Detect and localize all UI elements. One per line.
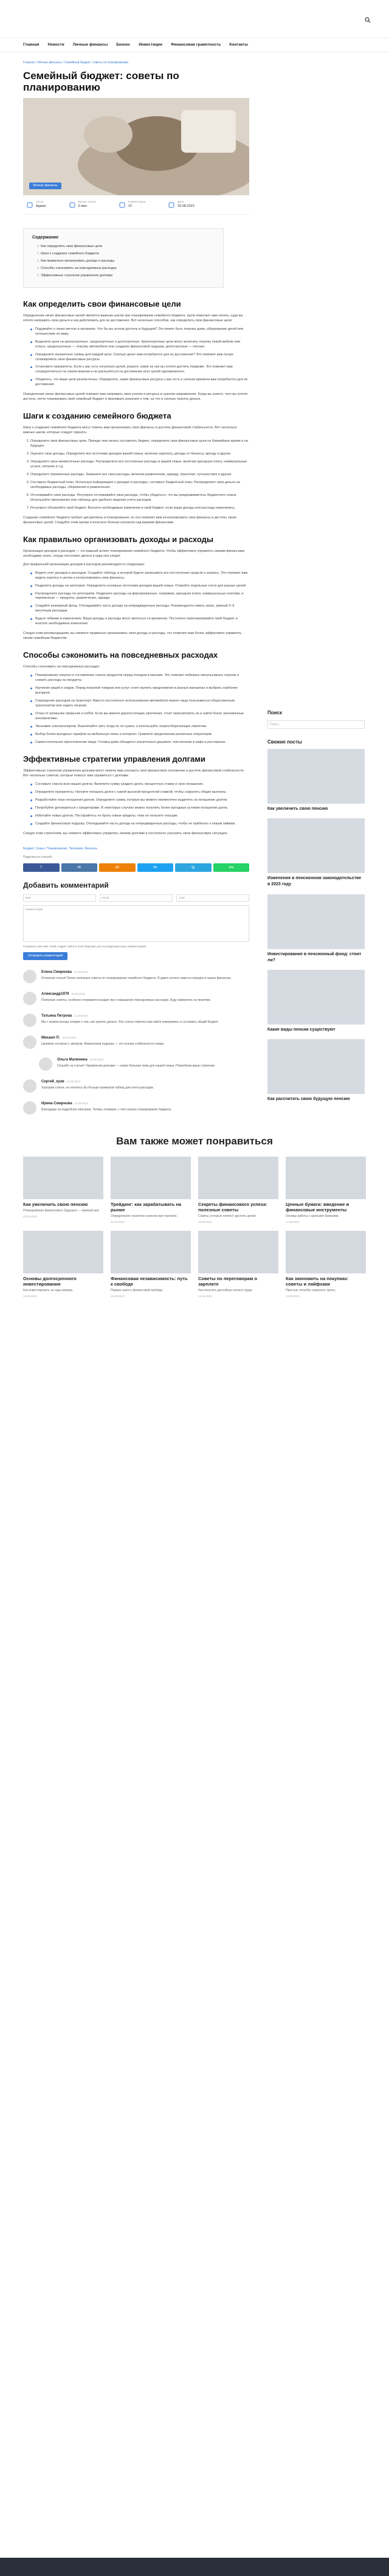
share-button[interactable]: ok: [99, 863, 136, 872]
comment-body: [41, 1014, 249, 1027]
nav-item[interactable]: Контакты: [229, 43, 249, 47]
meta-label: Время чтения: [78, 200, 96, 204]
bullet-list: [30, 571, 249, 627]
share-button[interactable]: tg: [175, 863, 212, 872]
related-thumbnail[interactable]: [198, 1231, 278, 1273]
comment-date: 20.08.2023: [71, 992, 86, 996]
nav-item[interactable]: Личные финансы: [72, 43, 108, 47]
related-card[interactable]: [23, 1157, 103, 1225]
related-excerpt: Советы, которые помогут достичь целей.: [198, 1214, 256, 1218]
table-of-contents: [23, 228, 224, 288]
related-thumbnail[interactable]: [111, 1231, 191, 1273]
related-card[interactable]: [286, 1157, 366, 1225]
related-card[interactable]: [198, 1231, 278, 1299]
comment-text: Целиком согласен с автором. Финансовая подушка — это основа стабильности семьи.: [41, 1042, 165, 1046]
paragraph: Для правильной организации доходов и расходов рекомендуется следующее:: [23, 562, 145, 566]
meta-label: Комментарии: [128, 200, 146, 204]
related-excerpt: Основы работы с ценными бумагами.: [286, 1214, 339, 1218]
clock-icon: [69, 202, 75, 208]
list-item: 4. Определите переменные расходы. Запишите все свои расходы, включая развлечения, одежду, транспорт, путешествия и другие.: [30, 473, 249, 478]
paragraph: Эффективные стратегии управления долгами могут помочь вам улучшить свое финансовое положение и достичь финансовой стабильности. Вот несколько советов, которые помогут вам справиться с долгами:: [23, 768, 245, 778]
comment-body: [57, 1057, 249, 1071]
comment-body: [41, 1036, 249, 1049]
comment-form-title: Добавить комментарий: [23, 880, 109, 889]
calendar-icon: [168, 202, 174, 208]
related-thumbnail[interactable]: [23, 1157, 103, 1199]
comment-author: [41, 1036, 249, 1041]
section-heading: Эффективные стратегии управления долгами: [23, 754, 205, 764]
meta-text: [36, 200, 46, 209]
list-item: Изучение акций и скидок. Перед покупкой товаров или услуг стоит изучить предложения в разных магазинах и выбрать наиболее выгодное.: [30, 686, 249, 696]
list-item: Ведите учет доходов и расходов. Создайте таблицу, в которой будете записывать все поступления средств и затраты. Это поможет вам видеть картину в целом и контролировать свои финансы.: [30, 571, 249, 581]
meta-text: [78, 200, 96, 209]
meta-text: [177, 200, 194, 209]
related-posts: [0, 1134, 389, 1298]
comment-icon: [119, 202, 125, 208]
list-item: Создайте резервный фонд. Откладывайте часть дохода на непредвиденные расходы. Рекомендуется иметь запас, равный 3–6 месячным расходам.: [30, 604, 249, 614]
header: [0, 0, 389, 38]
comment-body: [41, 992, 249, 1005]
comment-date: 21.08.2023: [62, 1036, 77, 1040]
comment: [23, 1079, 249, 1093]
comment-text: Хорошая статья, но хотелось бы больше примеров таблиц для учета расходов.: [41, 1085, 154, 1090]
related-card[interactable]: [111, 1157, 191, 1225]
section-heading: Способы сэкономить на повседневных расходах: [23, 650, 218, 660]
avatar: [23, 1014, 36, 1027]
paragraph: Способы сэкономить на повседневных расходах:: [23, 665, 100, 669]
comment-text: Мы с мужем всегда спорим о том, как тратить деньги. Эта статья помогла нам найти компромисс и составить общий бюджет.: [41, 1020, 219, 1024]
paragraph: Создание семейного бюджета требует дисциплины и планирования, но оно поможет вам контролировать свои финансы и достичь своих финансовых целей. Следуйте этим шагам и получите больше контроля над вашими финансами.: [23, 515, 237, 524]
list-item: Отказ от излишних привычек и хобби. Если вы имеете дорогостоящие увлечения, стоит пересмотреть их и найти более экономичные альтернативы.: [30, 712, 249, 722]
share-button[interactable]: f: [23, 863, 60, 872]
list-item: 6. Отслеживайте свои расходы. Регулярно отслеживайте свои расходы, чтобы убедиться, что вы придерживаетесь бюджетного плана. Используйте приложения или таблицы для удобного ведения учета расходов.: [30, 493, 249, 503]
toc-item[interactable]: 1. Как определить свои финансовые цели: [37, 245, 215, 249]
list-item: Подумайте о своих мечтах и желаниях. Что бы вы хотели достичь в будущем? Это может быть покупка дома, образование детей или путешествие по миру.: [30, 327, 249, 337]
comment: [23, 992, 249, 1005]
sidebar-post[interactable]: [267, 1039, 365, 1102]
avatar: [39, 1057, 52, 1071]
related-thumbnail[interactable]: [286, 1157, 366, 1199]
related-date: 20.08.2023: [23, 1215, 37, 1219]
comment: [23, 1014, 249, 1027]
related-thumbnail[interactable]: [23, 1231, 103, 1273]
related-title: Вам также может понравиться: [116, 1135, 273, 1147]
email-field[interactable]: Email: [100, 894, 173, 902]
comment-text: Спасибо за статью! Управление долгами — самая больная тема для нашей семьи. Попробуем ваши стратегии.: [57, 1063, 216, 1068]
toc-item[interactable]: 1. Эффективные стратегии управления долгами: [37, 274, 215, 279]
related-title[interactable]: Ценные бумаги: введение в финансовые инструменты: [286, 1201, 349, 1213]
breadcrumb[interactable]: Главная / Личные финансы / Семейный бюджет: советы по планированию: [23, 61, 129, 64]
comment: [39, 1057, 249, 1071]
post-title[interactable]: Инвестирование в пенсионный фонд: стоит ли?: [267, 952, 362, 963]
comment: [23, 1101, 249, 1115]
comment: [23, 970, 249, 983]
hero-image: [23, 98, 249, 195]
sidebar-search-input[interactable]: Поиск...: [267, 720, 365, 729]
share-buttons: [23, 863, 249, 872]
toc-item[interactable]: 1. Как правильно организовать доходы и расходы: [37, 259, 215, 264]
comment-date: 21.08.2023: [74, 1014, 88, 1018]
related-date: 16.08.2023: [23, 1294, 37, 1298]
list-item: Распределите расходы по категориям. Разделите расходы на фиксированные, например, арендная плата, коммунальные платежи, и переменные — продукты, развлечения, одежда.: [30, 592, 249, 602]
post-thumbnail[interactable]: [267, 818, 365, 873]
author-name: Михаил П.: [41, 1036, 60, 1040]
post-thumbnail[interactable]: [267, 970, 365, 1025]
list-item: Составьте список всех ваших долгов. Включите сумму каждого долга, процентную ставку и срок погашения.: [30, 782, 249, 787]
article: [23, 52, 249, 1123]
main-nav: [0, 38, 389, 52]
comment-author: [41, 1101, 249, 1107]
post-title[interactable]: Какие виды пенсии существуют: [267, 1027, 336, 1032]
bullet-list: [30, 674, 249, 745]
list-item: 5. Составьте бюджетный план. Используя информацию о доходах и расходах, составьте бюджетный план. Распределите свои деньги на необходимые расходы, сбережения и развлечения.: [30, 481, 249, 490]
related-thumbnail[interactable]: [198, 1157, 278, 1199]
related-card[interactable]: [198, 1157, 278, 1225]
list-item: 2. Оцените свои доходы. Определите все источники доходов вашей семьи, включая зарплату, доходы от бизнеса, аренду и другие.: [30, 452, 249, 457]
bullet-list: [30, 327, 249, 388]
toc-item[interactable]: 1. Шаги к созданию семейного бюджета: [37, 252, 215, 257]
page-title: Семейный бюджет: советы по планированию: [23, 70, 179, 94]
meta-value: 20.08.2023: [177, 204, 194, 208]
post-title[interactable]: Как рассчитать свою будущую пенсию: [267, 1097, 350, 1102]
related-title[interactable]: Как экономить на покупках: советы и лайфхаки: [286, 1275, 349, 1287]
related-title[interactable]: Как увеличить свою пенсию: [23, 1201, 88, 1207]
share-button[interactable]: vk: [61, 863, 98, 872]
section-heading: Как правильно организовать доходы и расходы: [23, 534, 213, 544]
meta-value: 10: [128, 204, 132, 208]
nav-item[interactable]: Инвестиции: [139, 43, 163, 47]
meta-value: 6 мин: [78, 204, 88, 208]
sidebar-post[interactable]: [267, 749, 365, 812]
list-item: 1. Определите свои финансовые цели. Прежде чем начать составлять бюджет, определите свои финансовые цели на ближайшее время и на будущее.: [30, 439, 249, 449]
related-date: 13.08.2023: [286, 1294, 300, 1298]
post-thumbnail[interactable]: [267, 749, 365, 804]
share-button[interactable]: tw: [137, 863, 174, 872]
comment: [23, 1036, 249, 1049]
save-checkbox[interactable]: Сохранить моё имя, email и адрес сайта в этом браузере для последующих моих комментариев.: [23, 945, 147, 949]
related-date: 17.08.2023: [286, 1220, 300, 1224]
comment-text: Отличная статья! Очень полезные советы по планированию семейного бюджета. Я давно хотела навести порядок в наших финансах.: [41, 976, 232, 980]
sidebar-search-title: Поиск: [267, 710, 283, 715]
numbered-list: [30, 439, 249, 511]
paragraph: Определение своих финансовых целей является важным шагом при планировании семейного бюджета. Цели помогают вам понять, куда вы хотите направить свои деньги и как действовать для их достижения. Вот несколько способов, как определить свои финансовые цели:: [23, 313, 243, 322]
meta-item: [69, 200, 96, 209]
author-name: Ольга Малинина: [57, 1058, 88, 1062]
comment-textarea[interactable]: Комментарий: [23, 905, 249, 942]
paragraph: Организация доходов и расходов — это важный аспект планирования семейного бюджета. Чтобы эффективно управлять своими финансами, необходимо знать, откуда поступают деньги и куда они уходят.: [23, 549, 246, 558]
related-thumbnail[interactable]: [111, 1157, 191, 1199]
search-icon[interactable]: [365, 17, 371, 23]
related-excerpt: Планирование финансового будущего — важный шаг.: [23, 1208, 100, 1213]
avatar: [23, 1036, 36, 1049]
list-item: Определите приоритеты. Начните погашать долги с самой высокой процентной ставкой, чтобы сократить общие выплаты.: [30, 790, 249, 795]
meta-label: Автор: [36, 200, 44, 204]
comment-date: 22.08.2023: [89, 1058, 104, 1062]
list-item: Выделите цели на краткосрочные, среднесрочные и долгосрочные. Краткосрочные цели могут включать покупку новой мебели или отпуск, среднесрочные — покупку автомобиля или создание финансовой подушки, долгосрочные — пенсию.: [30, 340, 249, 350]
list-item: Создайте финансовую подушку. Откладывайте часть дохода на непредвиденные расходы, чтобы не прибегать к новым займам.: [30, 822, 249, 827]
related-thumbnail[interactable]: [286, 1231, 366, 1273]
nav-item[interactable]: Главная: [23, 43, 40, 47]
paragraph: Следуя этим рекомендациям, вы сможете правильно организовать свои доходы и расходы, что позволит вам более эффективно управлять своим семейным бюджетом.: [23, 632, 242, 641]
author-name: Ирина Смирнова: [41, 1102, 72, 1106]
comment-date: 22.08.2023: [66, 1080, 81, 1084]
site-field[interactable]: Сайт: [176, 894, 249, 902]
meta-value: Админ: [36, 204, 46, 208]
avatar: [23, 1101, 36, 1115]
post-thumbnail[interactable]: [267, 1039, 365, 1094]
comment-author: [57, 1057, 249, 1063]
paragraph: Определение своих финансовых целей поможет вам направить свои усилия и ресурсы в нужном направлении. Когда вы знаете, чего вы хотите достичь, легче планировать свой семейный бюджет и принимать решения о том, на что и сколько тратить деньги.: [23, 392, 248, 402]
comment-body: [41, 1101, 249, 1115]
bullet-list: [30, 782, 249, 827]
comment-author: [41, 1079, 249, 1085]
list-item: Выбор более выгодных тарифов на мобильную связь и интернет. Сравните предложения различных операторов.: [30, 733, 249, 737]
list-item: 3. Определите свои ежемесячные расходы. Распределите все постоянные расходы в вашей семье, включая арендную плату, коммунальные услуги, питание и т.д.: [30, 460, 249, 470]
list-item: Избегайте новых долгов. Постарайтесь не брать новые кредиты, пока не погасите текущие.: [30, 814, 249, 819]
post-title[interactable]: Как увеличить свою пенсию: [267, 807, 328, 812]
nav-item[interactable]: Финансовая грамотность: [171, 43, 221, 47]
related-excerpt: Как инвестировать на годы вперед.: [23, 1288, 74, 1292]
related-excerpt: Как получить достойную оплату труда.: [198, 1288, 253, 1292]
list-item: Разработайте план погашения долгов. Определите сумму, которую вы можете ежемесячно выделять на погашение долгов.: [30, 798, 249, 803]
avatar: [23, 970, 36, 983]
author-icon: [27, 202, 33, 208]
author-name: Татьяна Петрова: [41, 1014, 72, 1018]
related-excerpt: Простые способы сократить траты.: [286, 1288, 336, 1292]
author-name: Сергей_кузм: [41, 1080, 64, 1084]
footer: [0, 2558, 389, 2576]
related-title[interactable]: Финансовая независимость: путь к свободе: [111, 1275, 188, 1287]
fresh-posts-title: Свежие посты: [267, 739, 303, 745]
sidebar: [267, 52, 365, 1123]
comment-author: [41, 970, 249, 975]
related-card[interactable]: [111, 1231, 191, 1299]
avatar: [23, 1079, 36, 1093]
list-item: Сокращение расходов на транспорт. Вместо постоянного использования автомобиля можно чаще пользоваться общественным транспортом или ходить пешком.: [30, 699, 249, 709]
avatar: [23, 992, 36, 1005]
related-date: 15.08.2023: [111, 1294, 125, 1298]
meta-item: [168, 200, 194, 209]
name-field[interactable]: Имя: [23, 894, 96, 902]
comment-text: Полезные советы, особенно понравился раздел про сокращение повседневных расходов. Буду применять на практике.: [41, 998, 212, 1002]
related-title[interactable]: Основы долгосрочного инвестирования: [23, 1275, 77, 1287]
related-title[interactable]: Трейдинг: как зарабатывать на рынке: [111, 1201, 182, 1213]
meta-item: [119, 200, 145, 209]
nav-item[interactable]: Бизнес: [116, 43, 131, 47]
section-heading: Шаги к созданию семейного бюджета: [23, 411, 171, 421]
post-thumbnail[interactable]: [267, 894, 365, 949]
section-heading: Как определить свои финансовые цели: [23, 299, 181, 308]
related-card[interactable]: [23, 1231, 103, 1299]
category-badge[interactable]: Личные финансы: [29, 183, 61, 189]
nav-item[interactable]: Новости: [47, 43, 64, 47]
related-card[interactable]: [286, 1231, 366, 1299]
related-date: 14.08.2023: [198, 1294, 212, 1298]
comment-body: [41, 1079, 249, 1093]
toc-item[interactable]: 1. Способы сэкономить на повседневных расходах: [37, 266, 215, 271]
list-item: Будьте гибкими в изменениях. Ваши доходы и расходы могут меняться со временем. Постоянно пересматривайте свой бюджет и вносите необходимые изменения.: [30, 617, 249, 627]
toc-header[interactable]: Содержание: [32, 235, 59, 240]
related-date: 19.08.2023: [111, 1220, 125, 1224]
comment-body: [41, 970, 249, 983]
author-name: Елена Смирнова: [41, 970, 72, 975]
comment-date: 23.08.2023: [74, 1102, 89, 1105]
list-item: Установите приоритеты. Если у вас есть несколько целей, решите, какие из них вы хотите достичь первыми. Это поможет вам сосредоточиться на самом важном и не распыляться на достижение всех целей одновременно.: [30, 365, 249, 375]
paragraph: Шаги к созданию семейного бюджета могут помочь вам организовать свои финансы и достичь финансовой стабильности. Вот несколько важных шагов, которые следует принять:: [23, 426, 237, 435]
related-date: 18.08.2023: [198, 1220, 212, 1224]
list-item: 7. Регулярно обновляйте свой бюджет. Вносите необходимые изменения в свой бюджет, если ваши доходы или расходы изменились.: [30, 506, 249, 511]
share-label: Поделиться статьей:: [23, 855, 53, 859]
article-meta: [23, 195, 249, 214]
submit-comment-button[interactable]: Отправить комментарий: [23, 952, 67, 960]
share-button[interactable]: wa: [213, 863, 250, 872]
list-item: Убедитесь, что ваши цели реалистичны. Определите, какие финансовые ресурсы у вас есть и сколько времени вам потребуется для их достижения.: [30, 378, 249, 388]
list-item: Планирование покупок и составление списка продуктов перед походом в магазин. Это поможет избежать импульсивных покупок и снизить расходы на продукты.: [30, 674, 249, 683]
list-item: Определите конкретные суммы для каждой цели. Сколько денег вам потребуется для их достижения? Это поможет вам лучше спланировать свои финансовые ресурсы.: [30, 353, 249, 363]
list-item: Самостоятельное приготовление пищи. Готовка дома обходится значительно дешевле, чем питание в кафе и ресторанах.: [30, 740, 249, 745]
related-excerpt: Первые шаги к финансовой свободе.: [111, 1288, 164, 1292]
comment-author: [41, 992, 249, 997]
sidebar-post[interactable]: [267, 894, 365, 964]
related-excerpt: Определение стратегии и рисков при торговле.: [111, 1214, 177, 1218]
author-name: Александр1979: [41, 992, 69, 997]
comments-list: [23, 970, 249, 1115]
list-item: Разделите доходы на категории. Определите основные источники доходов вашей семьи. Откройте отдельные счета для разных целей.: [30, 584, 249, 589]
paragraph: Следуя этим стратегиям, вы сможете эффективно управлять своими долгами и постепенно улучшить свою финансовую ситуацию.: [23, 831, 228, 835]
tags[interactable]: Бюджет, Семья, Планирование, Экономия, Финансы: [23, 847, 98, 851]
list-item: Экономия электроэнергии. Выключайте свет, когда он не нужен, и используйте энергосберегающие лампочки.: [30, 725, 249, 729]
comment-date: 20.08.2023: [74, 970, 88, 974]
related-title[interactable]: Советы по переговорам о зарплате: [198, 1275, 258, 1287]
list-item: Попробуйте договориться с кредиторами. В некоторых случаях можно получить более выгодные условия погашения долга.: [30, 806, 249, 811]
meta-label: Дата: [177, 200, 184, 204]
meta-text: [128, 200, 145, 209]
related-title[interactable]: Секреты финансового успеха: полезные советы: [198, 1201, 267, 1213]
sidebar-post[interactable]: [267, 970, 365, 1033]
comment-author: [41, 1014, 249, 1019]
comment-text: Благодарю за подробное описание. Теперь понимаю, с чего начать планирование бюджета.: [41, 1107, 172, 1112]
post-title[interactable]: Изменения в пенсионном законодательстве в 2023 году: [267, 876, 362, 887]
meta-item: [27, 200, 46, 209]
sidebar-post[interactable]: [267, 818, 365, 888]
